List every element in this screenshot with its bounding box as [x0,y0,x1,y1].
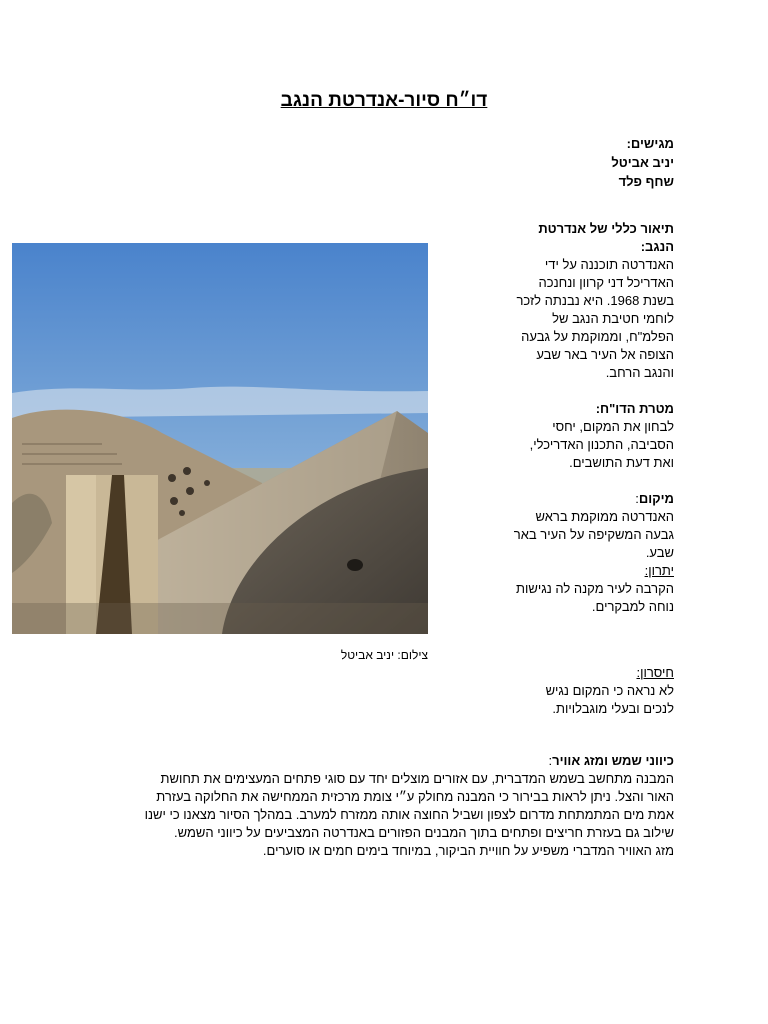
disadvantage-text: לא נראה כי המקום נגיש לנכים ובעלי מוגבלויות. [545,683,674,716]
goal-text: לבחון את המקום, יחסי הסביבה, התכנון האדריכלי, ואת דעת התושבים. [529,419,674,470]
location-text: האנדרטה ממוקמת בראש גבעה המשקיפה על העיר באר שבע. [513,509,674,560]
disadvantage-section [512,664,674,718]
climate-line: אמת מים המתמתחת מדרום לצפון ושביל החוצה אותה ממזרח למערב. במהלך הסיור מצאנו כי ישנו [144,807,674,822]
photo-caption: צילום: יניב אביטל [340,648,428,662]
description-heading: תיאור כללי של אנדרטת הנגב: [538,221,674,254]
presenters-label: מגישים: [626,136,674,151]
goal-section [512,400,674,472]
climate-line: שילוב גם בעזרת חריצים ופתחים בתוך המבנים הפזורים באנדרטה המצביעים על כיווני השמש. [174,825,674,840]
disadvantage-label: חיסרון: [636,665,674,680]
presenters-block [414,134,674,191]
presenter-name: יניב אביטל [611,155,674,170]
climate-heading-line [74,752,674,770]
location-heading: מיקום [638,491,674,506]
climate-line: מזג האוויר המדברי משפיע על חוויית הביקור, במיוחד בימים חמים או סוערים. [262,843,674,858]
climate-section [74,752,674,860]
side-column [512,220,674,634]
climate-line: האור והצל. ניתן לראות בבירור כי המבנה מחולק ע״י צומת מרכזית הממחישה את החלוקה בעזרת [156,789,674,804]
climate-line: המבנה מתחשב בשמש המדברית, עם אזורים מוצלים יחד עם סוגי פתחים המעצימים את תחושת [160,771,674,786]
description-text: האנדרטה תוכננה על ידי האדריכל דני קרוון ונחנכה בשנת 1968. היא נבנתה לזכר לוחמי חטיבת הנגב של הפלמ"ח, וממוקמת על גבעה הצופה אל העיר באר שבע והנגב הרחב. [516,257,674,380]
location-heading-line [512,490,674,508]
advantage-text: הקרבה לעיר מקנה לה נגישות נוחה למבקרים. [516,581,674,614]
location-heading-suffix: : [635,491,639,506]
climate-heading: כיווני שמש ומזג אוויר [552,753,674,768]
page-title: דו״ח סיור-אנדרטת הנגב [280,90,488,111]
description-section [512,220,674,382]
advantage-label: יתרון: [644,563,674,578]
monument-photo [12,243,428,634]
goal-heading: מטרת הדו"ח: [595,401,674,416]
climate-heading-suffix: : [548,753,553,768]
presenter-name: שחף פלד [618,174,674,189]
location-section [512,490,674,616]
